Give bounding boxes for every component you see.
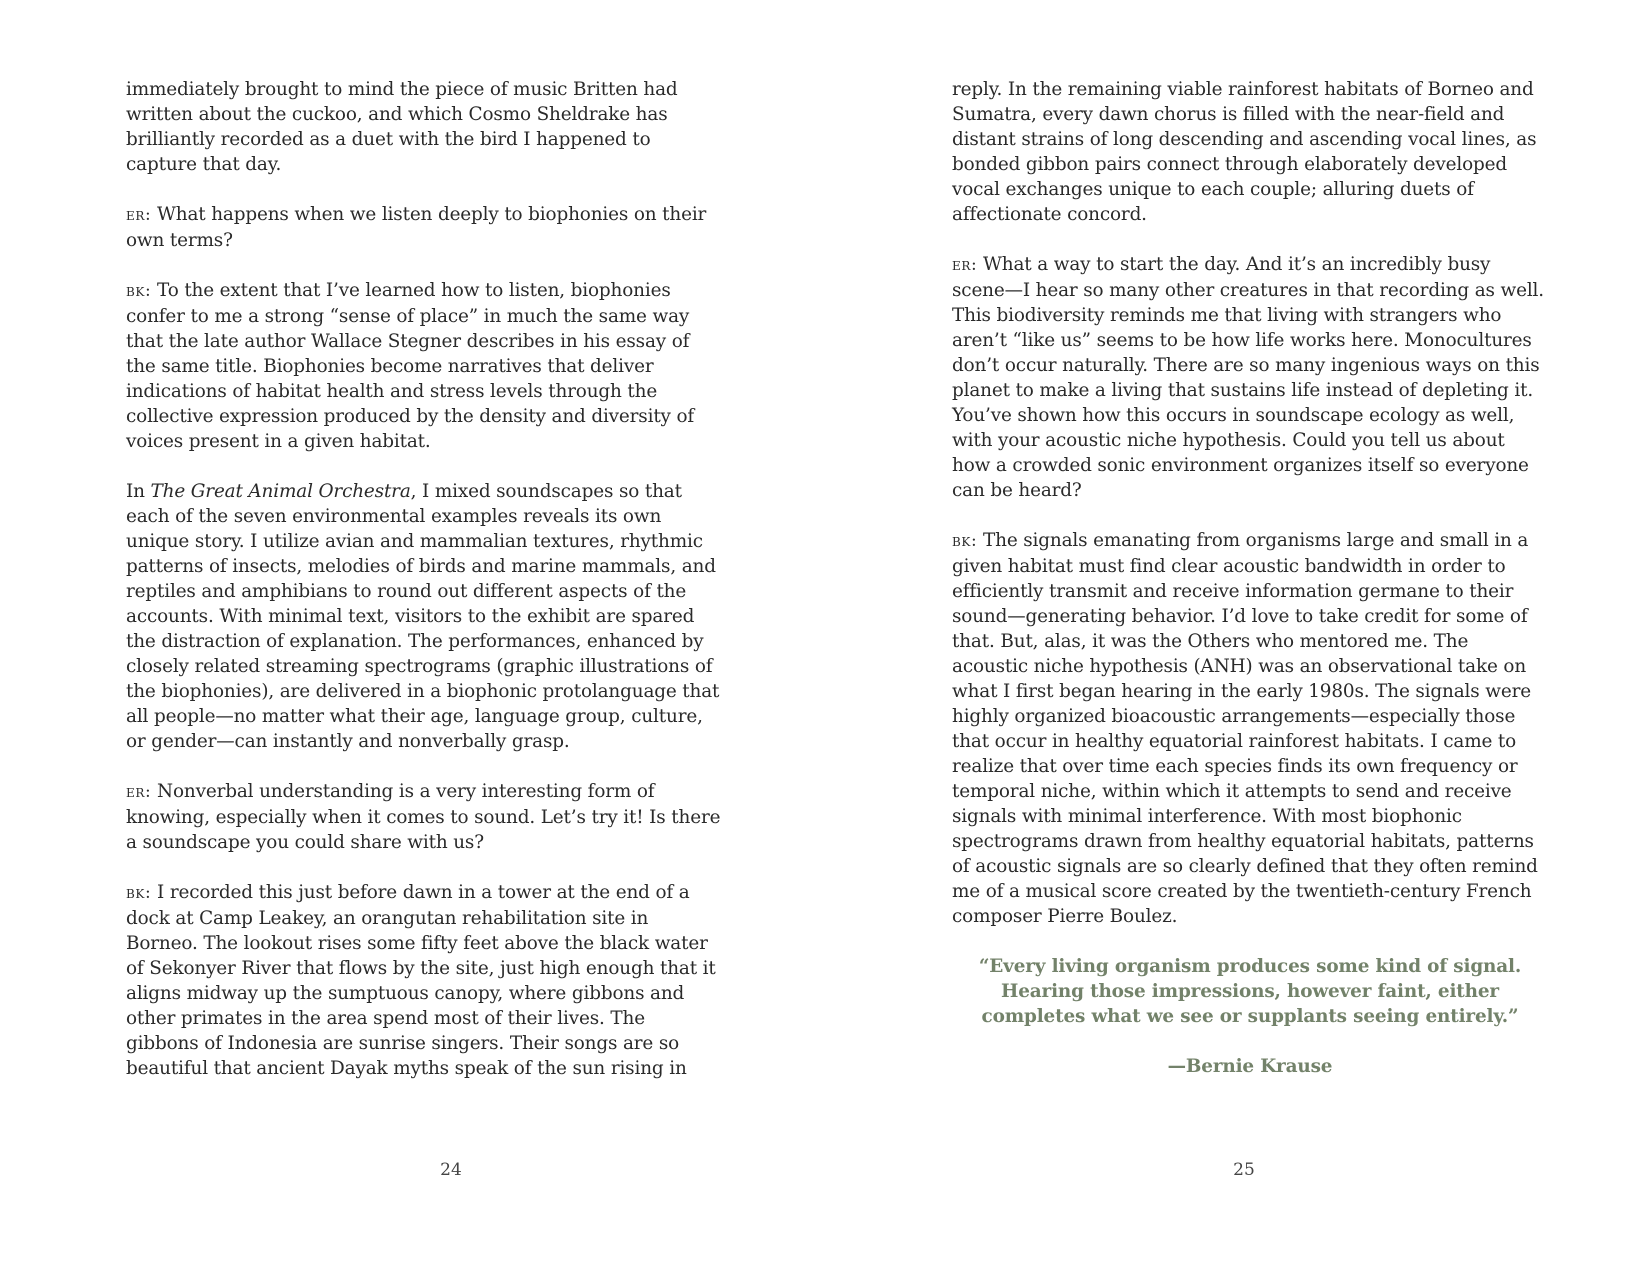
speaker-label: bk: xyxy=(952,531,978,551)
paragraph-lead: In xyxy=(126,481,151,502)
pull-quote xyxy=(952,954,1548,1079)
paragraph xyxy=(126,479,722,754)
speaker-label: er: xyxy=(126,782,152,802)
paragraph xyxy=(126,77,722,177)
page-number: 25 xyxy=(1233,1160,1255,1180)
speaker-label: er: xyxy=(952,255,978,275)
speaker-label: er: xyxy=(126,205,152,225)
paragraph xyxy=(952,252,1548,503)
paragraph xyxy=(126,779,722,855)
paragraph xyxy=(126,202,722,253)
paragraph-text: What a way to start the day. And it’s an incredibly busy scene—I hear so many other creatures in that recording as well. This biodiversity reminds me that living with strangers who aren’t “like us” seems to be how life works here. Monocultures don’t occur naturally. There are so many ingenious ways on this planet to make a living that sustains life instead of depleting it. You’ve shown how this occurs in soundscape ecology as well, with your acoustic niche hypothesis. Could you tell us about how a crowded sonic environment organizes itself so everyone can be heard? xyxy=(952,254,1544,501)
paragraph xyxy=(952,528,1548,929)
paragraph xyxy=(126,278,722,454)
speaker-label: bk: xyxy=(126,883,152,903)
paragraph-text: reply. In the remaining viable rainforest habitats of Borneo and Sumatra, every dawn chorus is filled with the near-field and distant strains of long descending and ascending vocal lines, as bonded gibbon pairs connect through elaborately developed vocal exchanges unique to each couple; alluring duets of affectionate concord. xyxy=(952,79,1537,225)
speaker-label: bk: xyxy=(126,281,152,301)
paragraph-text: immediately brought to mind the piece of music Britten had written about the cuckoo, and which Cosmo Sheldrake has brilliantly recorded as a duet with the bird I happened to capture that day. xyxy=(126,79,678,175)
paragraph-text: , I mixed soundscapes so that each of the seven environmental examples reveals its own unique story. I utilize avian and mammalian textures, rhythmic patterns of insects, melodies of birds and marine mammals, and reptiles and amphibians to round out different aspects of the accounts. With minimal text, visitors to the exhibit are spared the distraction of explanation. The performances, enhanced by closely related streaming spectrograms (graphic illustrations of the biophonies), are delivered in a biophonic protolanguage that all people—no matter what their age, language group, culture, or gender—can instantly and nonverbally grasp. xyxy=(126,481,720,752)
paragraph-text: Nonverbal understanding is a very interesting form of knowing, especially when it comes to sound. Let’s try it! Is there a soundscape you could share with us? xyxy=(126,781,721,853)
pull-quote-line: Hearing those impressions, however faint, either xyxy=(1001,981,1499,1002)
paragraph-text: To the extent that I’ve learned how to listen, biophonies confer to me a strong “sense of place” in much the same way that the late author Wallace Stegner describes in his essay of the same title. Biophonies become narratives that deliver indications of habitat health and stress levels through the collective expression produced by the density and diversity of voices present in a given habitat. xyxy=(126,280,695,452)
right-page xyxy=(825,0,1650,1275)
pull-quote-attribution: —Bernie Krause xyxy=(1167,1056,1333,1077)
right-text-column xyxy=(952,77,1548,1079)
page-number: 24 xyxy=(440,1160,462,1180)
paragraph-text: I recorded this just before dawn in a tower at the end of a dock at Camp Leakey, an orangutan rehabilitation site in Borneo. The lookout rises some fifty feet above the black water of Sekonyer River that flows by the site, just high enough that it aligns midway up the sumptuous canopy, where gibbons and other primates in the area spend most of their lives. The gibbons of Indonesia are sunrise singers. Their songs are so beautiful that ancient Dayak myths speak of the sun rising in xyxy=(126,882,716,1079)
pull-quote-line: completes what we see or supplants seeing entirely.” xyxy=(981,1006,1519,1027)
paragraph xyxy=(126,880,722,1081)
book-title: The Great Animal Orchestra xyxy=(150,481,411,502)
paragraph xyxy=(952,77,1548,227)
pull-quote-line: “Every living organism produces some kind of signal. xyxy=(978,956,1522,977)
paragraph-text: The signals emanating from organisms large and small in a given habitat must find clear acoustic bandwidth in order to efficiently transmit and receive information germane to their sound—generating behavior. I’d love to take credit for some of that. But, alas, it was the Others who mentored me. The acoustic niche hypothesis (ANH) was an observational take on what I first began hearing in the early 1980s. The signals were highly organized bioacoustic arrangements—especially those that occur in healthy equatorial rainforest habitats. I came to realize that over time each species finds its own frequency or temporal niche, within which it attempts to send and receive signals with minimal interference. With most biophonic spectrograms drawn from healthy equatorial habitats, patterns of acoustic signals are so clearly defined that they often remind me of a musical score created by the twentieth-century French composer Pierre Boulez. xyxy=(952,530,1538,927)
left-text-column xyxy=(126,77,722,1106)
paragraph-text: What happens when we listen deeply to biophonies on their own terms? xyxy=(126,204,707,251)
